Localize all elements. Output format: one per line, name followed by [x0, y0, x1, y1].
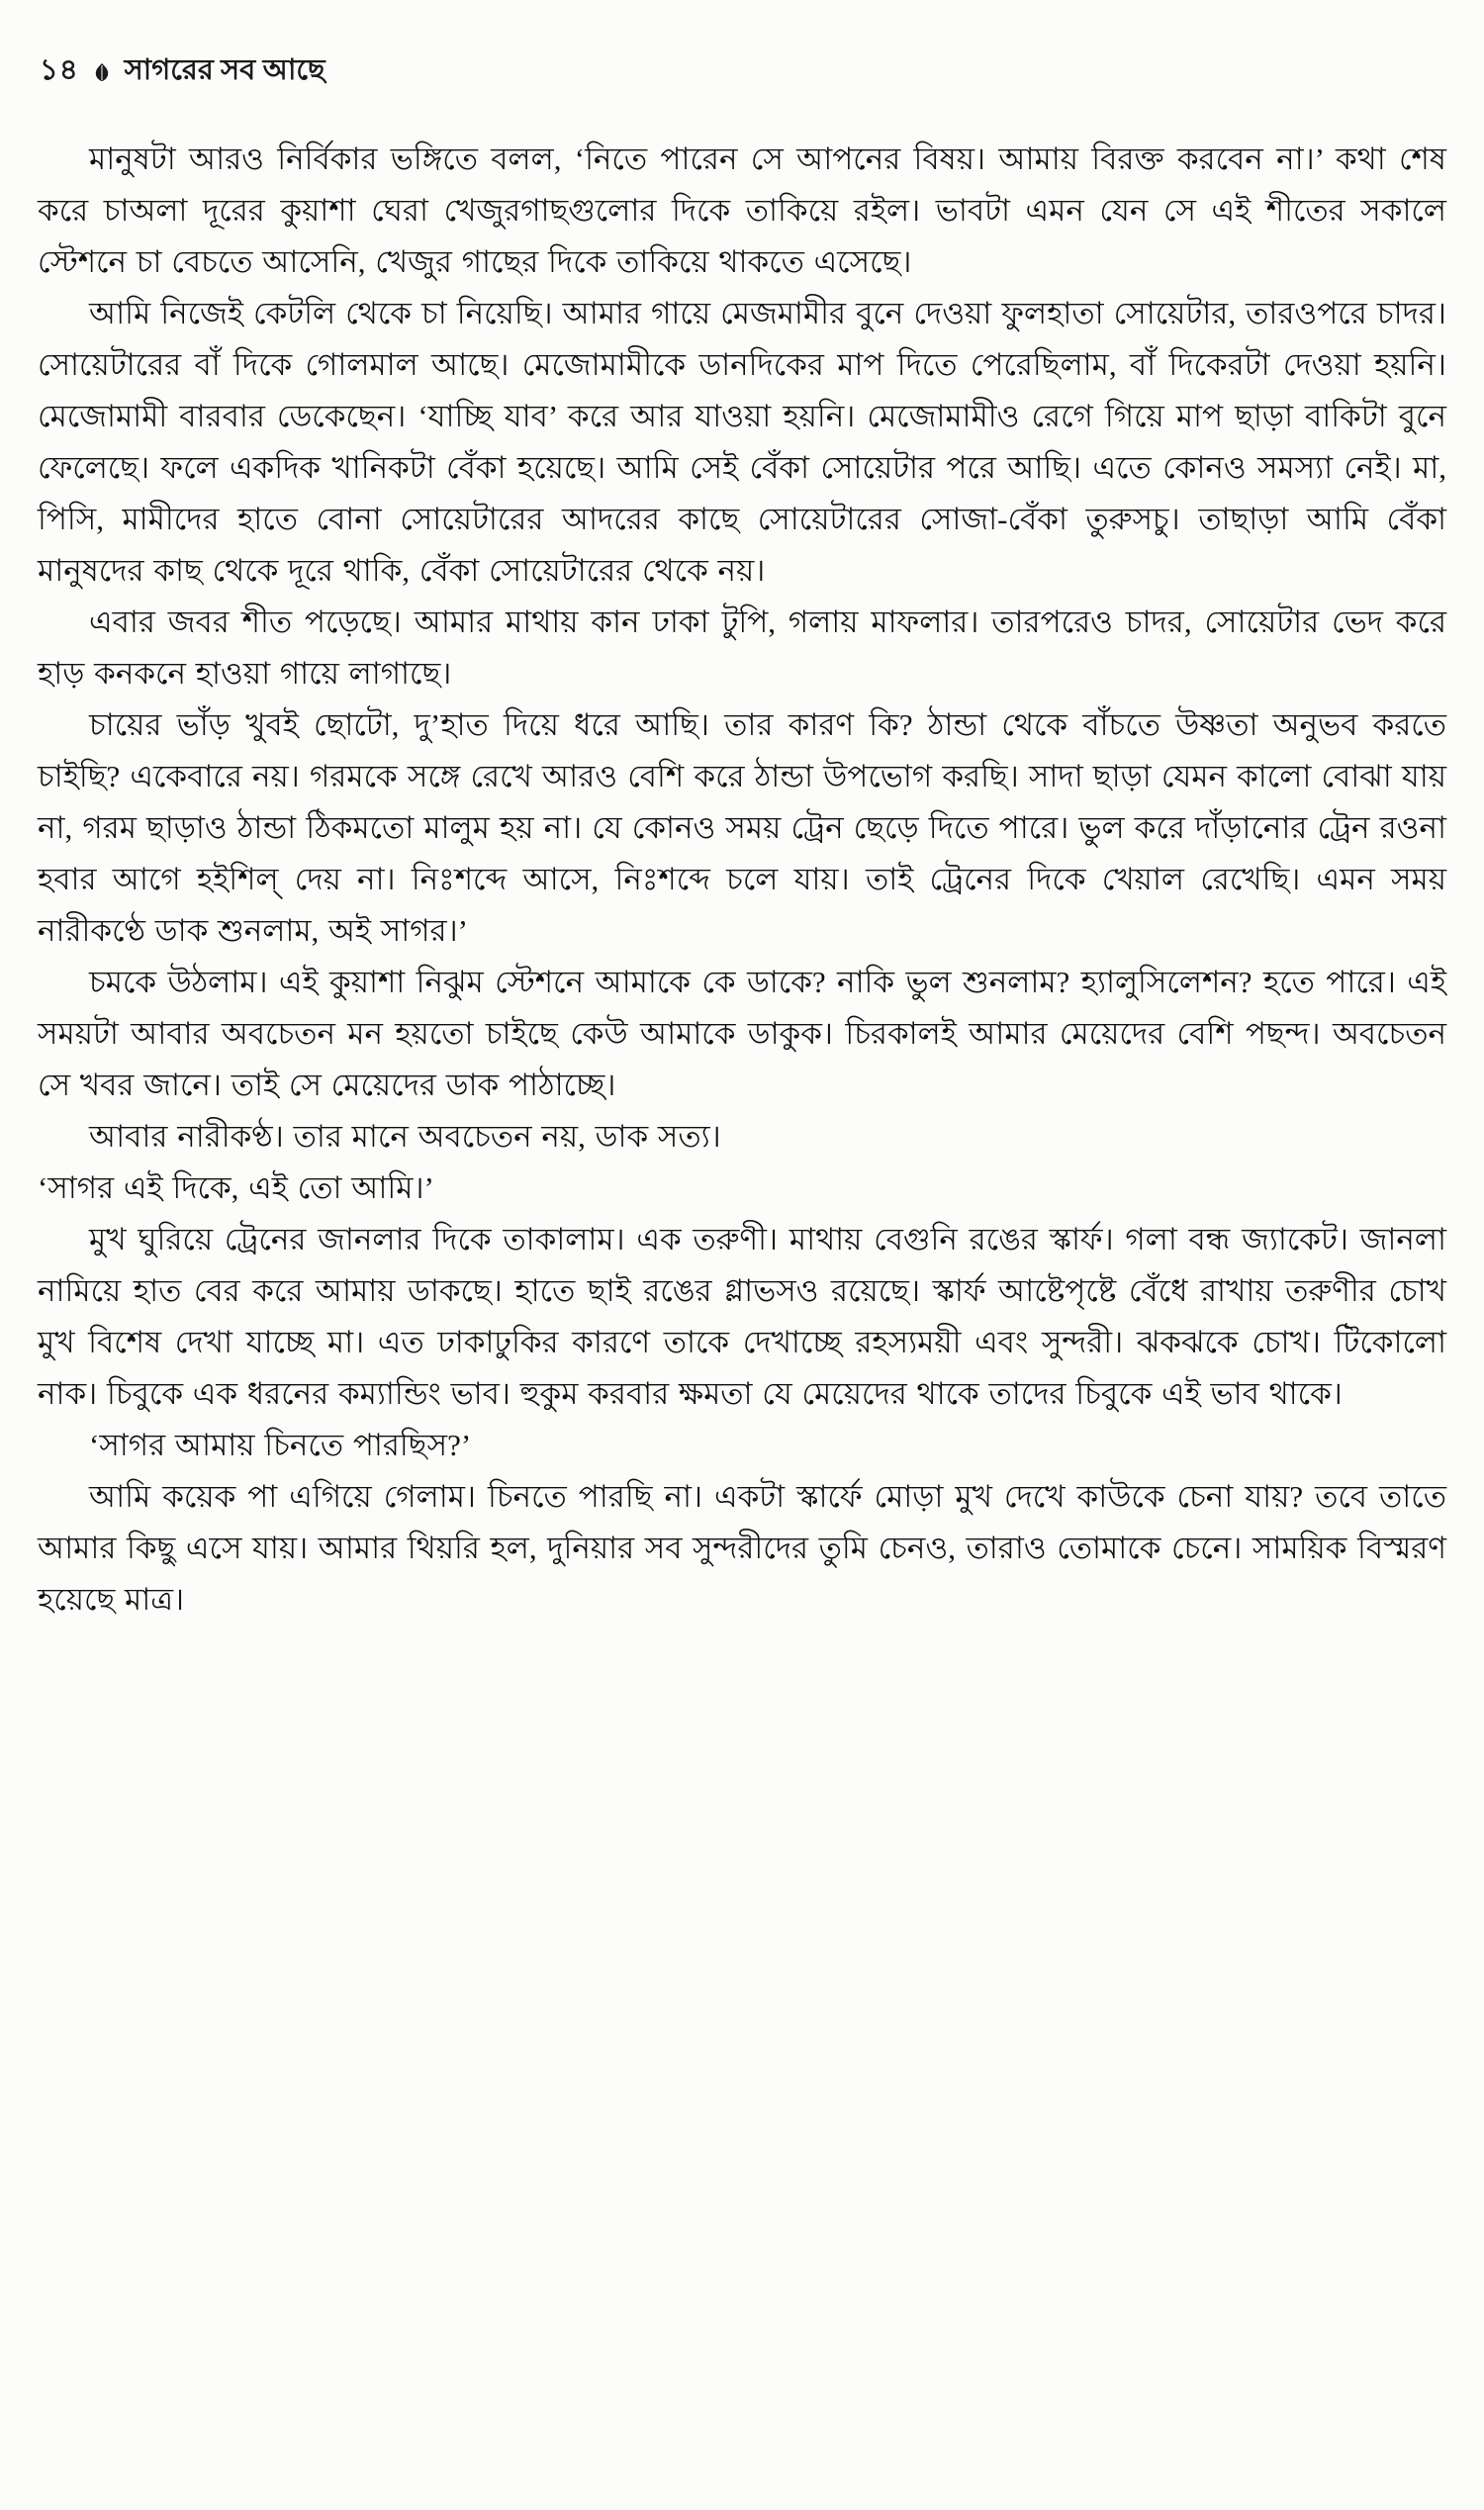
paragraph: চায়ের ভাঁড় খুবই ছোটো, দু’হাত দিয়ে ধরে আছি। তার কারণ কি? ঠান্ডা থেকে বাঁচতে উষ্ণতা অনুভব করতে চাইছি? একেবারে নয়। গরমকে সঙ্গে রেখে আরও বেশি করে ঠান্ডা উপভোগ করছি। সাদা ছাড়া যেমন কালো বোঝা যায় না, গরম ছাড়াও ঠান্ডা ঠিকমতো মালুম হয় না। যে কোনও সময় ট্রেন ছেড়ে দিতে পারে। ভুল করে দাঁড়ানোর ট্রেন রওনা হবার আগে হইশিল্ দেয় না। নিঃশব্দে আসে, নিঃশব্দে চলে যায়। তাই ট্রেনের দিকে খেয়াল রেখেছি। এমন সময় নারীকণ্ঠে ডাক শুনলাম, অই সাগর।’: [38, 707, 1446, 948]
paragraph: আবার নারীকণ্ঠ। তার মানে অবচেতন নয়, ডাক সত্য।: [89, 1119, 721, 1154]
running-head: [40, 47, 1446, 96]
book-title: সাগরের সব আছে: [124, 54, 325, 86]
paragraph: ‘সাগর আমায় চিনতে পারছিস?’: [89, 1428, 472, 1462]
leaf-ornament-icon: [91, 61, 113, 83]
paragraph: চমকে উঠলাম। এই কুয়াশা নিঝুম স্টেশনে আমাকে কে ডাকে? নাকি ভুল শুনলাম? হ্যালুসিলেশন? হতে পারে। এই সময়টা আবার অবচেতন মন হয়তো চাইছে কেউ আমাকে ডাকুক। চিরকালই আমার মেয়েদের বেশি পছন্দ। অবচেতন সে খবর জানে। তাই সে মেয়েদের ডাক পাঠাচ্ছে।: [38, 965, 1446, 1102]
paragraph: আমি নিজেই কেটলি থেকে চা নিয়েছি। আমার গায়ে মেজমামীর বুনে দেওয়া ফুলহাতা সোয়েটার, তারওপরে চাদর। সোয়েটারের বাঁ দিকে গোলমাল আছে। মেজোমামীকে ডানদিকের মাপ দিতে পেরেছিলাম, বাঁ দিকেরটা দেওয়া হয়নি। মেজোমামী বারবার ডেকেছেন। ‘যাচ্ছি যাব’ করে আর যাওয়া হয়নি। মেজোমামীও রেগে গিয়ে মাপ ছাড়া বাকিটা বুনে ফেলেছে। ফলে একদিক খানিকটা বেঁকা হয়েছে। আমি সেই বেঁকা সোয়েটার পরে আছি। এতে কোনও সমস্যা নেই। মা, পিসি, মামীদের হাতে বোনা সোয়েটারের আদরের কাছে সোয়েটারের সোজা-বেঁকা তুরুসচু। তাছাড়া আমি বেঁকা মানুষদের কাছ থেকে দূরে থাকি, বেঁকা সোয়েটারের থেকে নয়।: [38, 296, 1446, 588]
paragraph: মানুষটা আরও নির্বিকার ভঙ্গিতে বলল, ‘নিতে পারেন সে আপনের বিষয়। আমায় বিরক্ত করবেন না।’ কথা শেষ করে চাঅলা দূরের কুয়াশা ঘেরা খেজুরগাছগুলোর দিকে তাকিয়ে রইল। ভাবটা এমন যেন সে এই শীতের সকালে স্টেশনে চা বেচতে আসেনি, খেজুর গাছের দিকে তাকিয়ে থাকতে এসেছে।: [38, 141, 1446, 279]
page-number: ১৪: [40, 54, 79, 86]
paragraph: ‘সাগর এই দিকে, এই তো আমি।’: [38, 1170, 434, 1205]
paragraph: মুখ ঘুরিয়ে ট্রেনের জানলার দিকে তাকালাম। এক তরুণী। মাথায় বেগুনি রঙের স্কার্ফ। গলা বন্ধ জ্যাকেট। জানলা নামিয়ে হাত বের করে আমায় ডাকছে। হাতে ছাই রঙের গ্লাভসও রয়েছে। স্কার্ফ আষ্টেপৃষ্টে বেঁধে রাখায় তরুণীর চোখ মুখ বিশেষ দেখা যাচ্ছে মা। এত ঢাকাঢুকির কারণে তাকে দেখাচ্ছে রহস্যময়ী এবং সুন্দরী। ঝকঝকে চোখ। টিকোলো নাক। চিবুকে এক ধরনের কম্যান্ডিং ভাব। হুকুম করবার ক্ষমতা যে মেয়েদের থাকে তাদের চিবুকে এই ভাব থাকে।: [38, 1222, 1446, 1411]
paragraph: আমি কয়েক পা এগিয়ে গেলাম। চিনতে পারছি না। একটা স্কার্ফে মোড়া মুখ দেখে কাউকে চেনা যায়? তবে তাতে আমার কিছু এসে যায়। আমার থিয়রি হল, দুনিয়ার সব সুন্দরীদের তুমি চেনও, তারাও তোমাকে চেনে। সাময়িক বিস্মরণ হয়েছে মাত্র।: [38, 1479, 1446, 1617]
paragraph: এবার জবর শীত পড়েছে। আমার মাথায় কান ঢাকা টুপি, গলায় মাফলার। তারপরেও চাদর, সোয়েটার ভেদ করে হাড় কনকনে হাওয়া গায়ে লাগাছে।: [38, 604, 1446, 691]
body-text: [38, 134, 1446, 1626]
